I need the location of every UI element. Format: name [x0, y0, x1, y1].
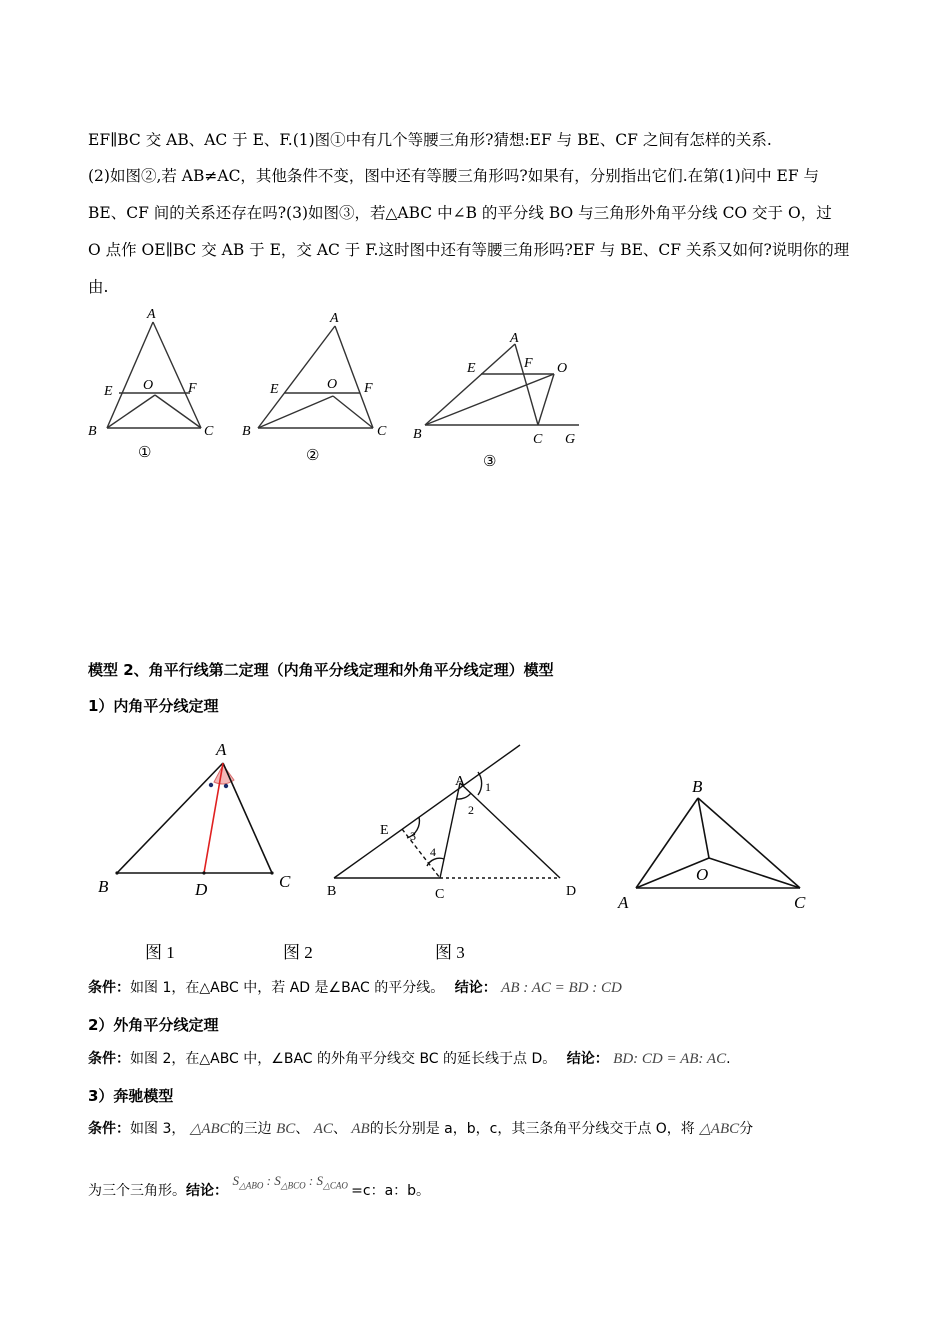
model1-label-c: C [279, 872, 291, 891]
subsection-2-title: 2）外角平分线定理 [88, 1016, 219, 1034]
condition-2 [88, 1048, 731, 1068]
cond3-label: 条件： [88, 1121, 130, 1137]
problem-line-1: EF∥BC 交 AB、AC 于 E、F.(1)图①中有几个等腰三角形?猜想:EF 与 BE、CF 之间有怎样的关系. [88, 131, 772, 149]
cond2-text: 如图 2，在△ABC 中，∠BAC 的外角平分线交 BC 的延长线于点 D。 [130, 1051, 557, 1067]
cond3-side-ac: AC [313, 1121, 333, 1137]
fig2-label-o: O [327, 377, 338, 392]
fig1-label-c: C [204, 424, 214, 439]
fig1-caption: ① [138, 445, 152, 461]
model3-label-c: C [794, 893, 806, 912]
model2-angle-4: 4 [430, 845, 436, 859]
fig3-caption: ③ [483, 454, 497, 470]
fig3-label-g: G [565, 432, 576, 447]
caption-fig-3: 图 3 [435, 943, 465, 962]
model-figure-1 [90, 735, 310, 905]
cond3-sep-1: 、 [295, 1121, 310, 1137]
figure-3-exterior-bisector [405, 320, 590, 480]
fig2-label-e: E [270, 382, 279, 397]
cond3-text-c: 的长分别是 a，b，c，其三条角平分线交于点 O，将 [369, 1121, 695, 1137]
problem-line-3: BE、CF 间的关系还存在吗?(3)如图③，若△ABC 中∠B 的平分线 BO 与三角形外角平分线 CO 交于 O，过 [88, 204, 832, 222]
problem-line-4: O 点作 OE∥BC 交 AB 于 E，交 AC 于 F.这时图中还有等腰三角形吗?EF 与 BE、CF 关系又如何?说明你的理 [88, 241, 850, 259]
cond1-conclusion-label: 结论： [454, 980, 497, 996]
fig2-label-b: B [242, 424, 251, 439]
cond3-side-ab: AB [351, 1121, 370, 1137]
cond2-formula: BD: CD = AB: AC [613, 1051, 727, 1067]
fig1-label-o: O [143, 378, 154, 393]
fig2-label-a: A [330, 311, 339, 326]
section-title: 模型 2、角平行线第二定理（内角平分线定理和外角平分线定理）模型 [88, 661, 554, 679]
fig2-label-f: F [364, 381, 373, 396]
figure-1-isosceles [80, 300, 230, 470]
cond3-line2-text: 为三个三角形。 [88, 1183, 186, 1199]
model2-label-d: D [566, 884, 577, 899]
model3-label-b: B [692, 777, 703, 796]
cond1-text: 如图 1，在△ABC 中，若 AD 是∠BAC 的平分线。 [130, 980, 445, 996]
model1-label-d: D [195, 880, 208, 899]
fig2-caption: ② [306, 448, 320, 464]
fig3-label-e: E [467, 361, 476, 376]
cond3-s3-sub: △CAO [322, 1180, 348, 1191]
model3-label-o: O [696, 865, 709, 884]
fig3-label-b: B [413, 427, 422, 442]
cond3-side-bc: BC [276, 1121, 296, 1137]
cond3-s1-sub: △ABO [238, 1180, 264, 1191]
fig1-label-a: A [147, 307, 156, 322]
subsection-1-title: 1）内角平分线定理 [88, 697, 219, 715]
subsection-3-title: 3）奔驰模型 [88, 1087, 174, 1105]
cond3-triangle-2: △ABC [699, 1121, 740, 1137]
cond3-text-d: 分 [739, 1121, 754, 1137]
cond3-conclusion-label: 结论： [186, 1183, 228, 1199]
model-figure-2 [320, 735, 590, 905]
model-figure-3 [610, 770, 820, 920]
model1-label-a: A [216, 740, 227, 759]
problem-line-2: (2)如图②,若 AB≠AC，其他条件不变，图中还有等腰三角形吗?如果有，分别指出它们.在第(1)问中 EF 与 [88, 167, 820, 185]
model2-angle-1: 1 [485, 780, 491, 794]
cond3-triangle-1: △ABC [189, 1121, 230, 1137]
model2-label-c: C [435, 887, 445, 902]
caption-fig-1: 图 1 [145, 943, 175, 962]
cond3-s1: S [232, 1173, 239, 1188]
model3-label-a: A [618, 893, 629, 912]
cond3-s3: S [316, 1173, 323, 1188]
model2-label-b: B [327, 884, 337, 899]
fig3-label-f: F [524, 356, 533, 371]
condition-1 [88, 977, 622, 997]
figure-2-triangle [238, 300, 398, 470]
caption-fig-2: 图 2 [283, 943, 313, 962]
fig1-label-b: B [88, 424, 97, 439]
fig1-label-f: F [188, 381, 197, 396]
cond3-s2: S [274, 1173, 281, 1188]
model2-angle-2: 2 [468, 803, 474, 817]
fig2-label-c: C [377, 424, 387, 439]
cond2-label: 条件： [88, 1051, 130, 1067]
cond2-conclusion-label: 结论： [566, 1051, 609, 1067]
cond1-label: 条件： [88, 980, 130, 996]
cond3-text-b: 的三边 [229, 1121, 272, 1137]
fig3-label-c: C [533, 432, 543, 447]
cond3-sep-2: 、 [332, 1121, 347, 1137]
cond3-result: =c：a：b。 [351, 1183, 431, 1199]
model2-label-e: E [380, 823, 389, 838]
model2-label-a: A [455, 774, 466, 789]
fig1-label-e: E [104, 384, 113, 399]
fig3-label-o: O [557, 361, 568, 376]
cond2-tail: . [726, 1051, 731, 1067]
cond1-formula: AB : AC = BD : CD [501, 980, 622, 996]
condition-3-line-2 [88, 1173, 431, 1202]
cond3-s2-sub: △BCO [280, 1180, 306, 1191]
model1-label-b: B [98, 877, 109, 896]
model2-angle-3: 3 [410, 829, 416, 843]
fig3-label-a: A [510, 331, 519, 346]
problem-line-5: 由. [88, 278, 109, 296]
cond3-text-a: 如图 3， [130, 1121, 186, 1137]
condition-3-line-1 [88, 1118, 753, 1138]
cond3-area-formula: $S_{\triangle ABO}$ : $S_{\triangle BCO}$ : $S_{\triangle CAO}$ [232, 1173, 348, 1191]
